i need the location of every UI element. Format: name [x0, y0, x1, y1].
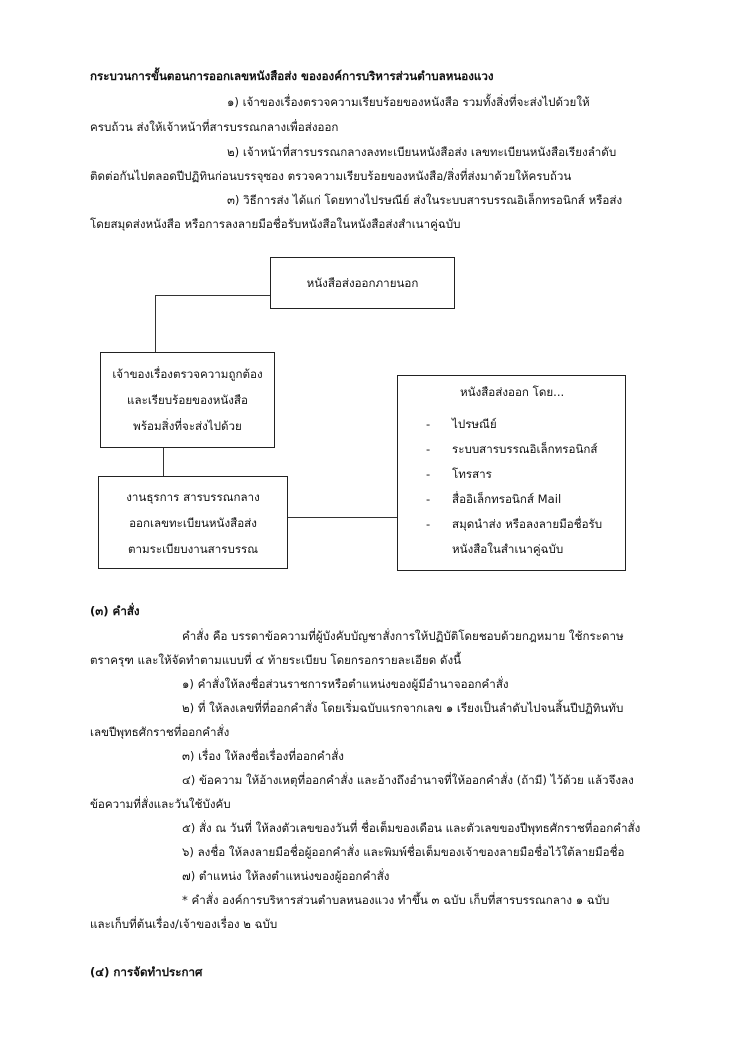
send-method-bullet: - [426, 467, 431, 481]
outgoing-step-1: ๑) เจ้าของเรื่องตรวจความเรียบร้อยของหนังสือ รวมทั้งสิ่งที่จะส่งไปด้วยให้ [227, 95, 590, 109]
order-item-1: ๑) คำสั่งให้ลงชื่อส่วนราชการหรือตำแหน่งของผู้มีอำนาจออกคำสั่ง [182, 677, 509, 691]
order-item-2-cont: เลขปีพุทธศักราชที่ออกคำสั่ง [90, 725, 230, 739]
order-definition-cont: ตราครุฑ และให้จัดทำตามแบบที่ ๔ ท้ายระเบียบ โดยกรอกรายละเอียด ดังนี้ [90, 653, 462, 667]
flow-box-external-outgoing [270, 257, 455, 309]
send-method-bullet: - [426, 517, 431, 531]
flow-box-send-methods [397, 375, 626, 571]
connector-top-to-left [155, 295, 271, 296]
send-method-fax: โทรสาร [452, 467, 492, 481]
send-method-post: ไปรษณีย์ [452, 417, 497, 431]
outgoing-step-3-cont: โดยสมุดส่งหนังสือ หรือการลงลายมือชื่อรับหนังสือในหนังสือส่งสำเนาคู่ฉบับ [90, 217, 461, 231]
connector-owner-to-registry [163, 447, 164, 477]
flow-box-registry-line-1: งานธุรการ สารบรรณกลาง [126, 489, 260, 504]
send-method-e-saraban: ระบบสารบรรณอิเล็กทรอนิกส์ [452, 442, 598, 456]
flow-box-external-outgoing-label: หนังสือส่งออกภายนอก [306, 276, 419, 290]
send-methods-title: หนังสือส่งออก โดย... [460, 385, 565, 399]
section-heading-order: (๓) คำสั่ง [90, 604, 140, 618]
order-note: * คำสั่ง องค์การบริหารส่วนตำบลหนองแวง ทำขึ้น ๓ ฉบับ เก็บที่สารบรรณกลาง ๑ ฉบับ [182, 893, 610, 907]
order-item-6: ๖) ลงชื่อ ให้ลงลายมือชื่อผู้ออกคำสั่ง และพิมพ์ชื่อเต็มของเจ้าของลายมือชื่อไว้ใต้ลายมือชื่อ [182, 845, 625, 859]
connector-top-down [155, 295, 156, 353]
flow-box-owner-check [100, 352, 275, 448]
order-item-3: ๓) เรื่อง ให้ลงชื่อเรื่องที่ออกคำสั่ง [182, 749, 344, 763]
send-method-email: สื่ออิเล็กทรอนิกส์ Mail [452, 492, 562, 506]
flow-box-registry-line-3: ตามระเบียบงานสารบรรณ [127, 541, 259, 556]
flow-box-registry-line-2: ออกเลขทะเบียนหนังสือส่ง [129, 515, 257, 530]
outgoing-step-3: ๓) วิธีการส่ง ได้แก่ โดยทางไปรษณีย์ ส่งในระบบสารบรรณอิเล็กทรอนิกส์ หรือส่ง [227, 193, 623, 207]
order-note-cont: และเก็บที่ต้นเรื่อง/เจ้าของเรื่อง ๒ ฉบับ [90, 917, 278, 931]
send-method-ledger-line-1: สมุดนำส่ง หรือลงลายมือชื่อรับ [452, 517, 603, 531]
section-heading-outgoing: กระบวนการขั้นตอนการออกเลขหนังสือส่ง ขององค์การบริหารส่วนตำบลหนองแวง [90, 69, 494, 83]
section-heading-announcement: (๔) การจัดทำประกาศ [90, 965, 203, 979]
flow-box-owner-line-1: เจ้าของเรื่องตรวจความถูกต้อง [112, 367, 263, 381]
connector-registry-to-methods [287, 517, 398, 518]
flow-box-owner-line-3: พร้อมสิ่งที่จะส่งไปด้วย [133, 419, 242, 433]
flow-box-registry [98, 476, 288, 569]
order-item-7: ๗) ตำแหน่ง ให้ลงตำแหน่งของผู้ออกคำสั่ง [182, 869, 390, 883]
send-method-bullet: - [426, 492, 431, 506]
flow-box-owner-line-2: และเรียบร้อยของหนังสือ [127, 393, 248, 407]
order-item-5: ๕) สั่ง ณ วันที่ ให้ลงตัวเลขของวันที่ ชื่อเต็มของเดือน และตัวเลขของปีพุทธศักราชที่ออกคำสั่ง [182, 821, 641, 835]
order-item-4: ๔) ข้อความ ให้อ้างเหตุที่ออกคำสั่ง และอ้างถึงอำนาจที่ให้ออกคำสั่ง (ถ้ามี) ไว้ด้วย แล้วจึงลง [182, 773, 634, 787]
send-method-ledger-line-2: หนังสือในสำเนาคู่ฉบับ [452, 542, 564, 556]
outgoing-step-1-cont: ครบถ้วน ส่งให้เจ้าหน้าที่สารบรรณกลางเพื่อส่งออก [90, 120, 339, 134]
order-item-2: ๒) ที่ ให้ลงเลขที่ที่ออกคำสั่ง โดยเริ่มฉบับแรกจากเลข ๑ เรียงเป็นลำดับไปจนสิ้นปีปฏิทินทับ [182, 701, 624, 715]
send-method-bullet: - [426, 442, 431, 456]
send-method-bullet: - [426, 417, 431, 431]
order-item-4-cont: ข้อความที่สั่งและวันใช้บังคับ [90, 797, 231, 811]
order-definition: คำสั่ง คือ บรรดาข้อความที่ผู้บังคับบัญชาสั่งการให้ปฏิบัติโดยชอบด้วยกฎหมาย ใช้กระดาษ [182, 629, 624, 643]
outgoing-step-2-cont: ติดต่อกันไปตลอดปีปฏิทินก่อนบรรจุซอง ตรวจความเรียบร้อยของหนังสือ/สิ่งที่ส่งมาด้วยให้ครบถ้วน [90, 169, 572, 183]
outgoing-step-2: ๒) เจ้าหน้าที่สารบรรณกลางลงทะเบียนหนังสือส่ง เลขทะเบียนหนังสือเรียงลำดับ [227, 145, 617, 159]
